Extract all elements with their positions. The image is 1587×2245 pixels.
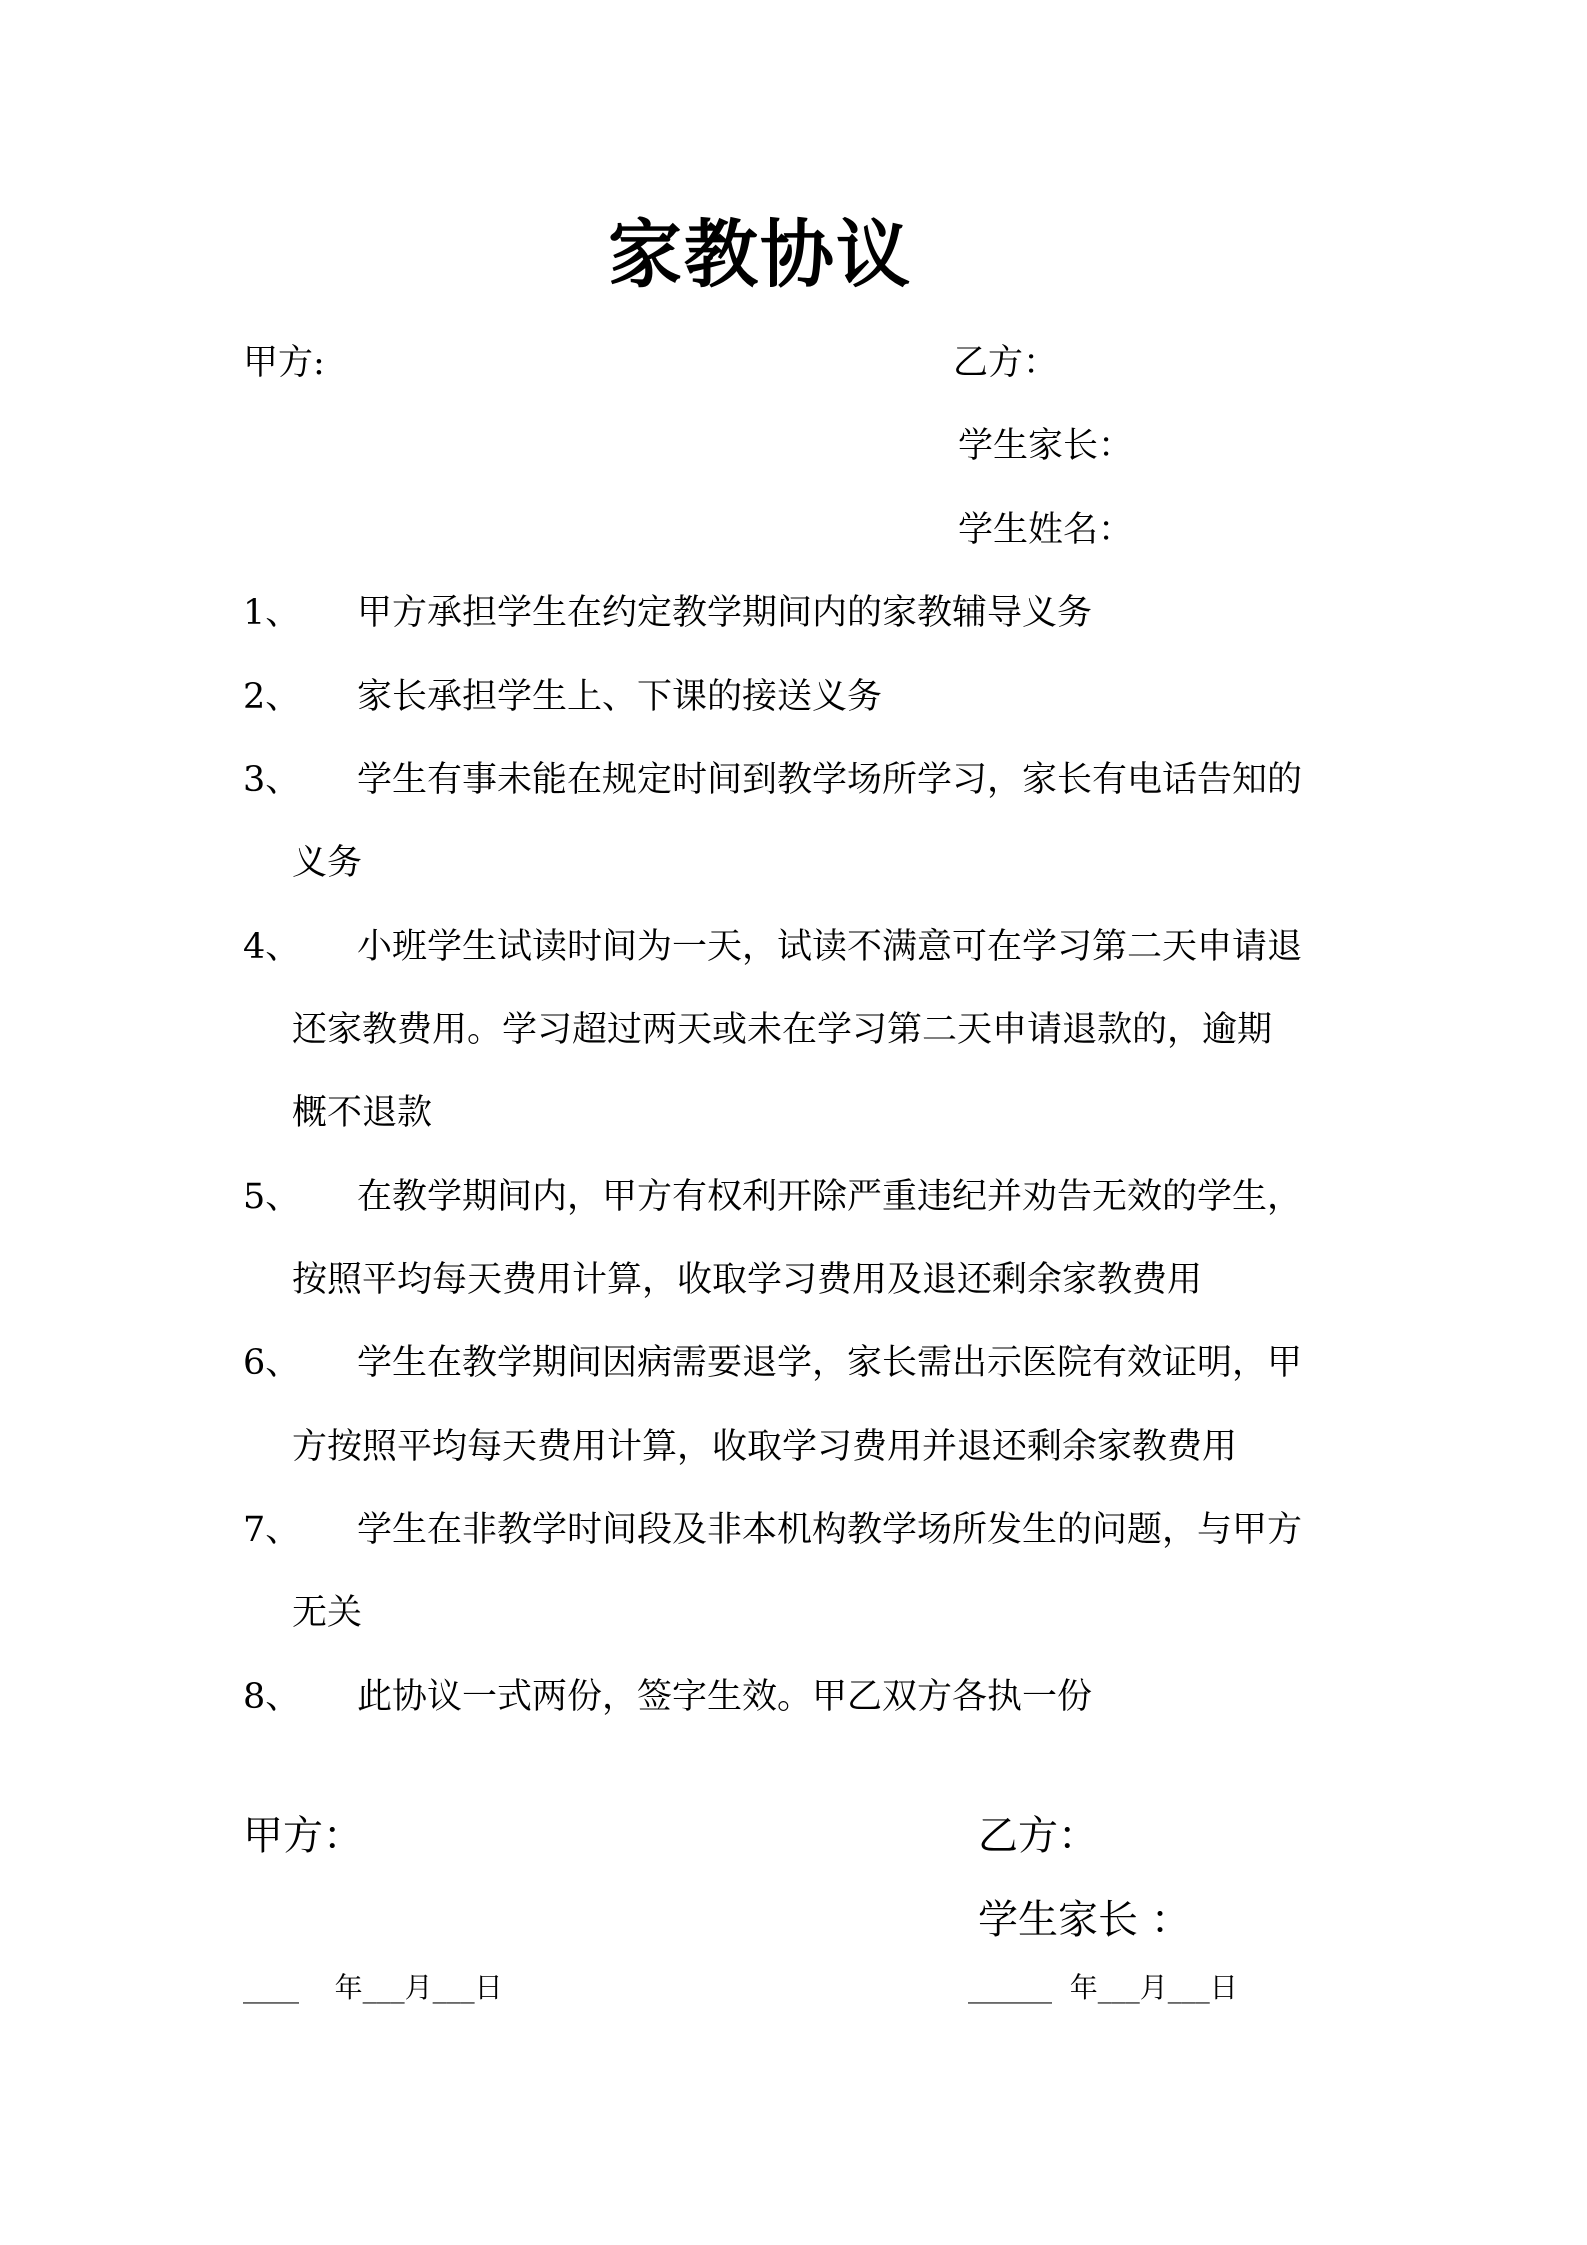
clause-text: 小班学生试读时间为一天，试读不满意可在学习第二天申请退 [357,927,1303,967]
student-name-label: 学生姓名： [958,510,1134,550]
clause-text: 还家教费用。学习超过两天或未在学习第二天申请退款的，逾期 [292,1010,1273,1050]
signature-party-a-label: 甲方： [243,1813,363,1859]
clause-number: 3、 [243,760,301,800]
clause-number: 1、 [243,593,301,633]
signature-parent-label: 学生家长 ： [978,1897,1191,1943]
signature-party-b-label: 乙方： [978,1813,1098,1859]
clause-number: 4、 [243,927,301,967]
clause-text: 家长承担学生上、下课的接送义务 [357,677,883,717]
party-b-label: 乙方： [953,343,1059,383]
clause-text: 学生在非教学时间段及非本机构教学场所发生的问题，与甲方 [357,1510,1303,1550]
clause-text: 此协议一式两份，签字生效。甲乙双方各执一份 [357,1677,1093,1717]
signature-date-party-a: ____ 年___月___日 [243,1971,503,2004]
clause-number: 8、 [243,1677,301,1717]
clause-text: 在教学期间内，甲方有权利开除严重违纪并劝告无效的学生， [357,1177,1303,1217]
clause-number: 6、 [243,1343,301,1383]
document-title: 家教协议 [608,212,912,298]
clause-text: 按照平均每天费用计算，收取学习费用及退还剩余家教费用 [292,1260,1203,1300]
clause-text: 甲方承担学生在约定教学期间内的家教辅导义务 [357,593,1093,633]
clause-number: 2、 [243,677,301,717]
clause-text: 义务 [292,843,363,883]
clause-text: 学生有事未能在规定时间到教学场所学习，家长有电话告知的 [357,760,1303,800]
clause-text: 学生在教学期间因病需要退学，家长需出示医院有效证明，甲 [357,1343,1303,1383]
clause-text: 概不退款 [292,1093,433,1133]
signature-date-party-b: ______ 年___月___日 [968,1971,1238,2004]
clause-text: 无关 [292,1593,363,1633]
party-a-label: 甲方: [243,343,325,383]
clause-number: 7、 [243,1510,301,1550]
clause-number: 5、 [243,1177,301,1217]
parent-label: 学生家长： [958,426,1134,466]
clause-text: 方按照平均每天费用计算，收取学习费用并退还剩余家教费用 [292,1427,1238,1467]
